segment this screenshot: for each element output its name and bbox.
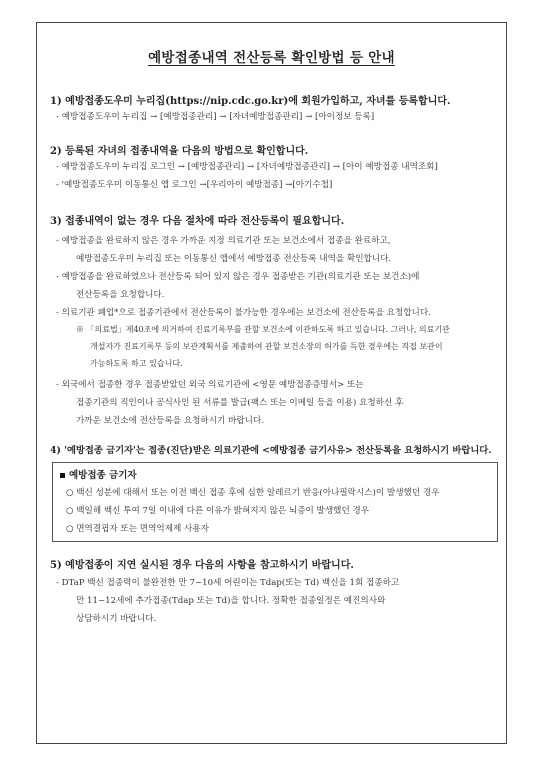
contraindication-item-1: ○ 백신 성분에 대해서 또는 이전 백신 접종 후에 심한 알레르기 반응(아나필락시스)이 발생했던 경우 xyxy=(66,488,440,498)
section-3-line-3: - 예방접종을 완료하였으나 전산등록 되어 있지 않은 경우 접종받은 기관(의료기관 또는 보건소)에 xyxy=(56,272,420,282)
section-3-line-6: - 외국에서 접종한 경우 접종받았던 외국 의료기관에 <영문 예방접종증명서> 또는 xyxy=(56,380,364,390)
section-3-line-8: 가까운 보건소에 전산등록을 요청하시기 바랍니다. xyxy=(76,416,264,426)
section-2-line-2: - '예방접종도우미 이동통신 앱 로그인 →[우리아이 예방접종] →[아기수첩] xyxy=(56,180,333,190)
section-5-line-3: 상담하시기 바랍니다. xyxy=(76,614,157,624)
section-3-note-3: 가능하도록 하고 있습니다. xyxy=(90,359,183,368)
square-bullet-icon xyxy=(60,473,65,478)
section-5-heading: 5) 예방접종이 지연 실시된 경우 다음의 사항을 참고하시기 바랍니다. xyxy=(50,560,354,571)
section-3-line-1: - 예방접종을 완료하지 않은 경우 가까운 지정 의료기관 또는 보건소에서 접종을 완료하고, xyxy=(56,236,391,246)
section-5-line-2: 만 11~12세에 추가접종(Tdap 또는 Td)을 합니다. 정확한 접종일정은 예진의사와 xyxy=(76,596,386,606)
section-3-note-2: 개설자가 진료기록부 등의 보관계획서를 제출하여 관할 보건소장의 허가를 득한 경우에는 직접 보관이 xyxy=(90,342,443,351)
contraindication-item-3: ○ 면역결핍자 또는 면역억제제 사용자 xyxy=(66,524,209,534)
section-3-heading: 3) 접종내역이 없는 경우 다음 절차에 따라 전산등록이 필요합니다. xyxy=(50,216,345,227)
section-3-line-5: - 의료기관 폐업*으로 접종기관에서 전산등록이 불가능한 경우에는 보건소에 전산등록을 요청합니다. xyxy=(56,308,431,318)
contraindication-box-title: 예방접종 금기자 xyxy=(60,467,137,481)
section-5-line-1: - DTaP 백신 접종력이 불완전한 만 7~10세 어린이는 Tdap(또는 Td) 백신을 1회 접종하고 xyxy=(56,578,400,588)
page-title: 예방접종내역 전산등록 확인방법 등 안내 xyxy=(148,50,395,66)
section-3-line-7: 접종기관의 직인이나 공식사인 된 서류를 발급(팩스 또는 이메일 등을 이용) 요청하신 후 xyxy=(76,398,404,408)
contraindication-item-2: ○ 백일해 백신 투여 7일 이내에 다른 이유가 밝혀지지 않은 뇌증이 발생했던 경우 xyxy=(66,506,370,516)
section-1-heading: 1) 예방접종도우미 누리집(https://nip.cdc.go.kr)에 회원가입하고, 자녀를 등록합니다. xyxy=(50,96,451,107)
section-2-heading: 2) 등록된 자녀의 접종내역을 다음의 방법으로 확인합니다. xyxy=(50,146,309,157)
section-1-line: - 예방접종도우미 누리집 → [예방접종관리] → [자녀예방접종관리] → [아이정보 등록] xyxy=(56,112,375,122)
section-3-line-2: 예방접종도우미 누리집 또는 이동통신 앱에서 예방접종 전산등록 내역을 확인합니다. xyxy=(76,254,392,264)
section-2-line-1: - 예방접종도우미 누리집 로그인 → [예방접종관리] → [자녀예방접종관리] → [아이 예방접종 내역조회] xyxy=(56,162,438,172)
section-3-note-1: ※ 「의료법」제40조에 의거하여 진료기록부를 관할 보건소에 이관하도록 하고 있습니다. 그러나, 의료기관 xyxy=(76,325,450,334)
section-4-heading: 4) '예방접종 금기자'는 접종(진단)받은 의료기관에 <예방접종 금기사유> 전산등록을 요청하시기 바랍니다. xyxy=(50,445,492,456)
section-3-line-4: 전산등록을 요청합니다. xyxy=(76,290,165,300)
